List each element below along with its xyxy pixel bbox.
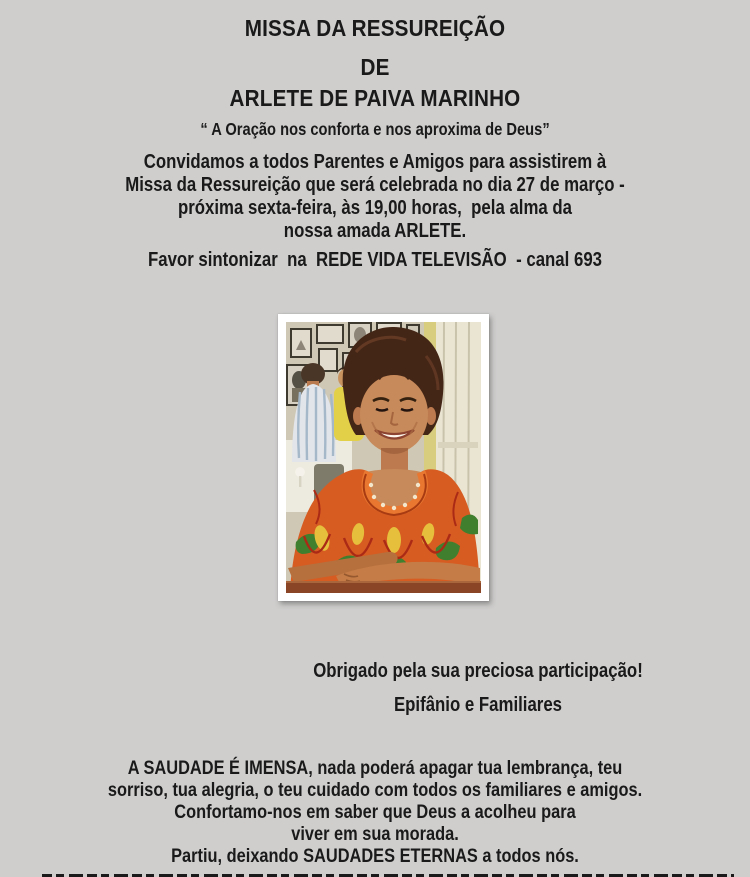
tribute-line: Partiu, deixando SAUDADES ETERNAS a todos nós. [171,845,579,867]
tribute-paragraph [60,757,690,867]
invitation-line: nossa amada ARLETE. [283,220,467,242]
invitation-line: Convidamos a todos Parentes e Amigos para assistirem à [143,151,607,173]
thanks-message: Obrigado pela sua preciosa participação! [313,660,643,682]
tribute-line: Confortamo-nos em saber que Deus a acolheu para [174,801,576,823]
deceased-name: ARLETE DE PAIVA MARINHO [229,85,521,111]
tv-channel-instruction: Favor sintonizar na REDE VIDA TELEVISÃO - canal 693 [147,249,603,271]
invitation-paragraph [60,151,690,243]
tribute-line: A SAUDADE É IMENSA, nada poderá apagar tua lembrança, teu [127,757,623,779]
prayer-quote: “ A Oração nos conforta e nos aproxima de Deus” [200,119,550,139]
woman-face [360,375,428,453]
invitation-line: Missa da Ressureição que será celebrada no dia 27 de março - [125,174,625,196]
mass-title: MISSA DA RESSUREIÇÃO [244,15,506,41]
portrait-illustration [286,322,481,593]
title-connector: DE [360,54,390,80]
tribute-line: viver em sua morada. [291,823,459,845]
family-signature: Epifânio e Familiares [393,694,563,716]
table-edge [286,582,481,593]
invitation-line: próxima sexta-feira, às 19,00 horas, pela alma da [177,197,573,219]
portrait-photo [278,314,489,601]
tribute-line: sorriso, tua alegria, o teu cuidado com todos os familiares e amigos. [107,779,643,801]
